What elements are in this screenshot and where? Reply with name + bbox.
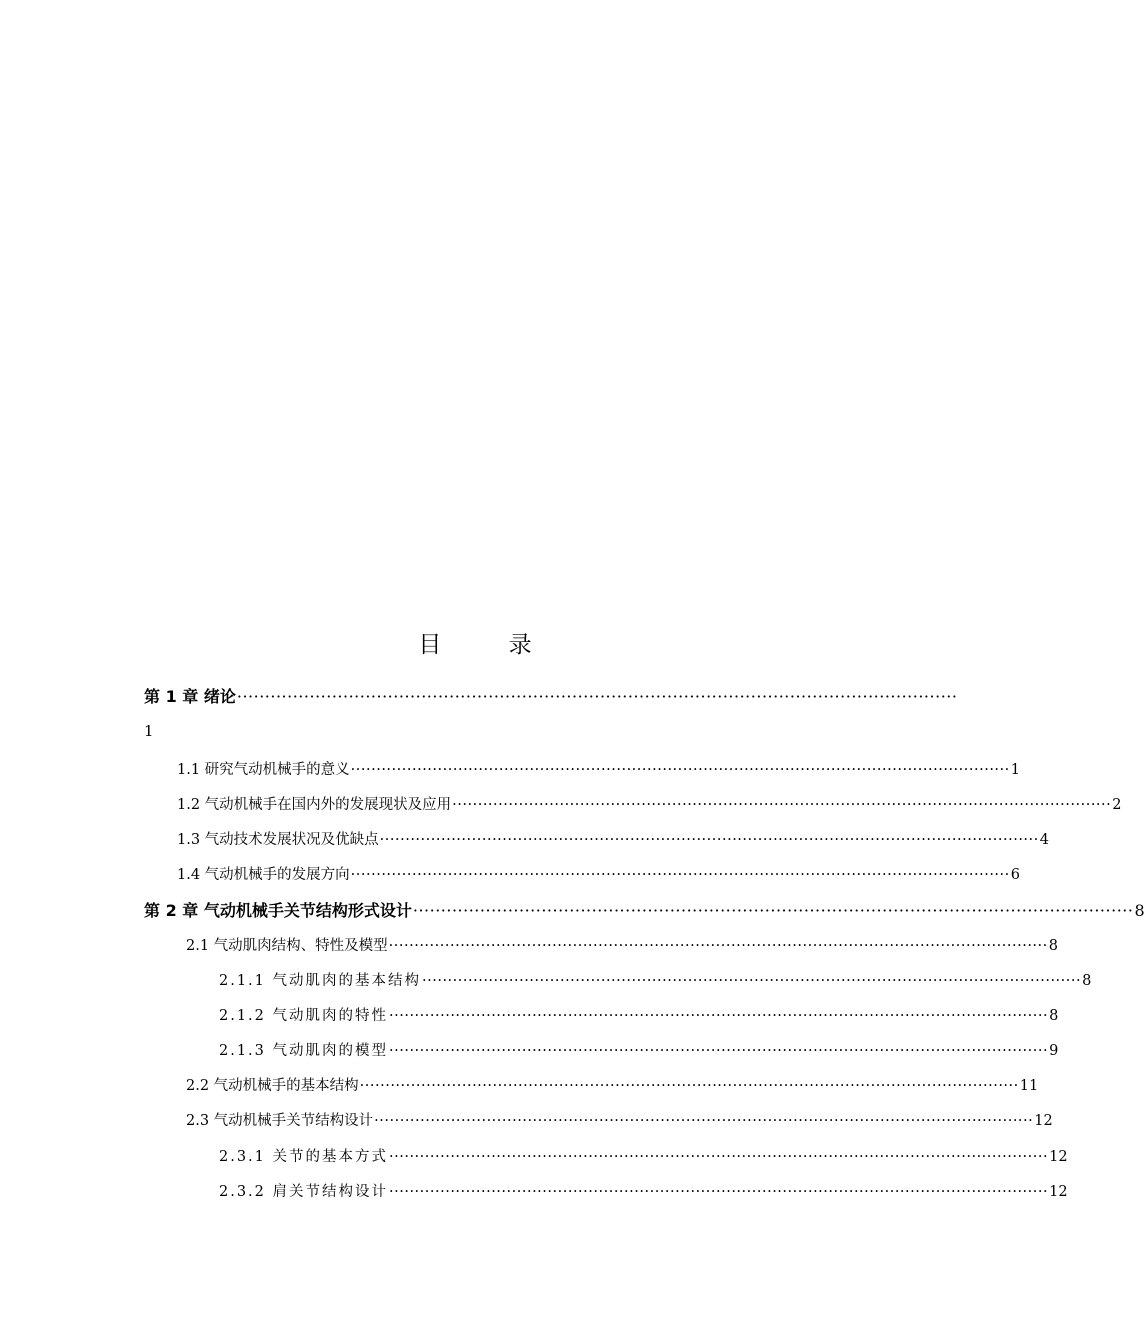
toc-entry-label: 1.1 研究气动机械手的意义 (177, 762, 350, 778)
toc-entry-page-number: 1 (1010, 762, 1020, 778)
toc-dot-leader: ································································································································· (389, 1008, 1049, 1024)
toc-entry-label: 第 2 章 气动机械手关节结构形式设计 (144, 901, 412, 920)
toc-dot-leader: ································································································································· (389, 1184, 1049, 1200)
toc-entry-label: 1.3 气动技术发展状况及优缺点 (177, 832, 379, 848)
toc-entry-2-2[interactable] (186, 1074, 1039, 1095)
toc-dot-leader: ································································································································· (422, 973, 1082, 989)
toc-dot-leader: ································································································································· (412, 901, 1134, 920)
toc-entry-chapter-1[interactable] (144, 684, 958, 707)
toc-entry-page-number: 8 (1048, 938, 1058, 954)
toc-entry-label: 2.3 气动机械手关节结构设计 (186, 1113, 374, 1129)
toc-entry-page-number: 6 (1010, 867, 1020, 883)
toc-entry-page-number: 2 (1112, 797, 1122, 813)
toc-entry-1-1[interactable] (177, 758, 1020, 779)
toc-entry-2-3-1[interactable] (219, 1145, 1068, 1166)
toc-title: 目 录 (418, 632, 562, 658)
toc-entry-page-number: 9 (1049, 1043, 1059, 1059)
toc-entry-2-1-2[interactable] (219, 1004, 1059, 1025)
toc-entry-page-number: 12 (1049, 1149, 1068, 1165)
toc-entry-label: 2.1.2 气动肌肉的特性 (219, 1008, 389, 1024)
toc-dot-leader: ································································································································· (388, 938, 1048, 954)
toc-entry-label: 2.3.1 关节的基本方式 (219, 1149, 389, 1165)
toc-entry-1-2[interactable] (177, 793, 1122, 814)
toc-entry-page-number: 12 (1034, 1113, 1053, 1129)
toc-entry-label: 2.1.1 气动肌肉的基本结构 (219, 973, 422, 989)
toc-entry-label: 2.3.2 肩关节结构设计 (219, 1184, 389, 1200)
toc-entry-label: 第 1 章 绪论 (144, 687, 236, 706)
toc-dot-leader: ································································································································· (350, 762, 1010, 778)
toc-dot-leader: ································································································································· (374, 1113, 1034, 1129)
toc-dot-leader: ································································································································· (389, 1043, 1049, 1059)
toc-entry-page-number: 8 (1134, 901, 1145, 920)
toc-entry-1-4[interactable] (177, 863, 1020, 884)
toc-entry-2-3-2[interactable] (219, 1180, 1068, 1201)
toc-entry-page-number: 4 (1039, 832, 1049, 848)
toc-dot-leader: ································································································································· (236, 687, 958, 706)
toc-entry-page-number: 11 (1019, 1078, 1039, 1094)
toc-dot-leader: ································································································································· (379, 832, 1039, 848)
toc-entry-2-1[interactable] (186, 934, 1058, 955)
toc-entry-2-1-3[interactable] (219, 1039, 1059, 1060)
toc-dot-leader: ································································································································· (350, 867, 1010, 883)
toc-dot-leader: ································································································································· (452, 797, 1112, 813)
toc-entry-chapter-2[interactable] (144, 898, 1145, 921)
toc-entry-2-3[interactable] (186, 1109, 1053, 1130)
toc-entry-label: 1.4 气动机械手的发展方向 (177, 867, 350, 883)
toc-entry-label: 2.1.3 气动肌肉的模型 (219, 1043, 389, 1059)
toc-entry-label: 2.2 气动机械手的基本结构 (186, 1078, 359, 1094)
toc-entry-page-number: 8 (1082, 973, 1092, 989)
toc-entry-1-3[interactable] (177, 828, 1049, 849)
toc-entry-label: 2.1 气动肌肉结构、特性及模型 (186, 938, 388, 954)
toc-entry-label: 1.2 气动机械手在国内外的发展现状及应用 (177, 797, 452, 813)
toc-entry-2-1-1[interactable] (219, 969, 1092, 990)
toc-entry-page-number: 12 (1049, 1184, 1068, 1200)
toc-dot-leader: ································································································································· (389, 1149, 1049, 1165)
toc-entry-page-number: 1 (144, 722, 154, 740)
toc-entry-page-number: 8 (1049, 1008, 1059, 1024)
toc-dot-leader: ································································································································· (359, 1078, 1019, 1094)
